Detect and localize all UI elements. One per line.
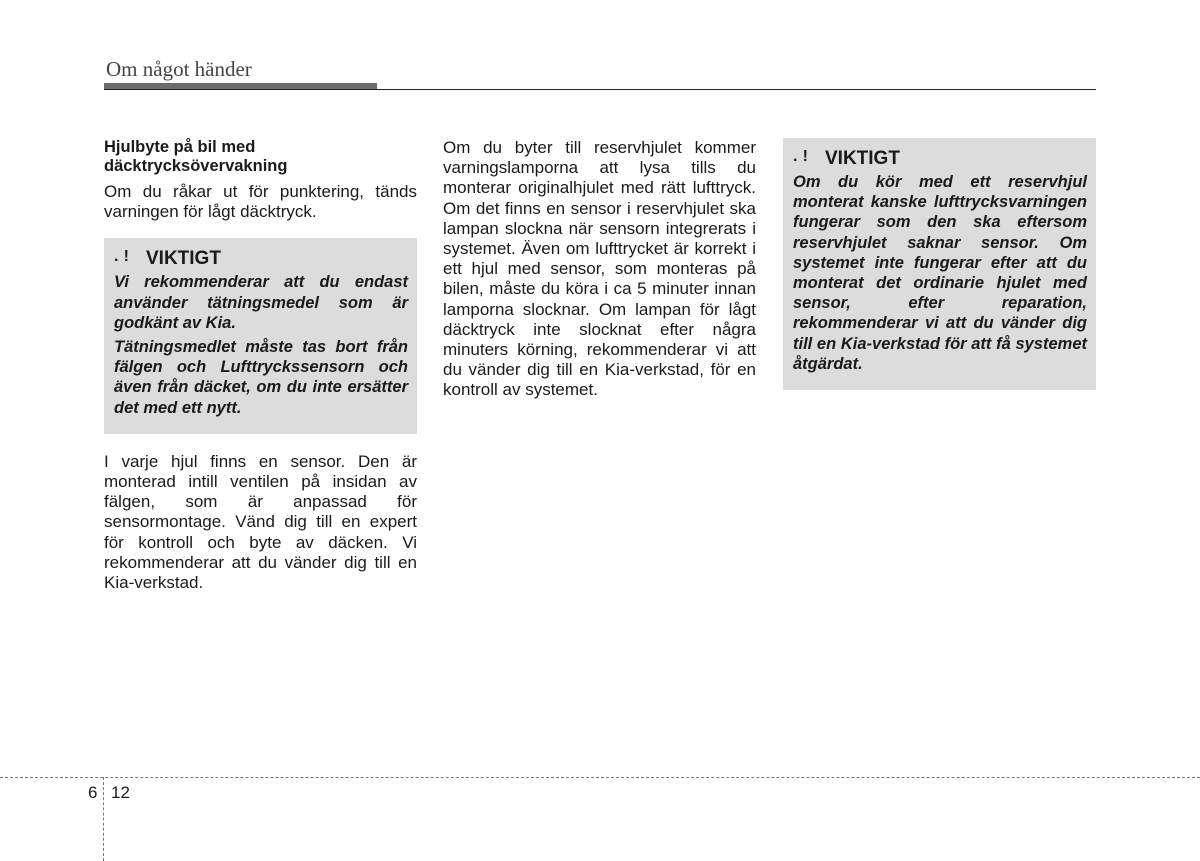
warning-icon: . ! xyxy=(793,148,809,165)
warning-paragraph: Tätningsmedlet måste tas bort från fälgen och Lufttryckssensorn och även från däcket, om du inte ersätter det med ett nytt. xyxy=(114,338,408,417)
column-1 xyxy=(104,138,417,593)
column-3 xyxy=(783,138,1096,390)
warning-header xyxy=(114,248,408,270)
footer-vertical-divider xyxy=(103,777,104,861)
warning-box-sealant xyxy=(104,238,417,433)
intro-paragraph: Om du råkar ut för punktering, tänds varningen för lågt däcktryck. xyxy=(104,182,417,222)
warning-title: VIKTIGT xyxy=(146,248,221,270)
footer-divider xyxy=(0,777,1200,778)
page-number: 12 xyxy=(111,783,130,802)
warning-box-spare-wheel xyxy=(783,138,1096,390)
sensor-paragraph: I varje hjul finns en sensor. Den är monterad intill ventilen på insidan av fälgen, som är anpassad för sensormontage. Vänd dig till en expert för kontroll och byte av däcken. Vi rekommenderar att du vänder dig till en Kia-verkstad. xyxy=(104,451,417,593)
subheading-wheel-change: Hjulbyte på bil med däcktrycksövervakning xyxy=(104,138,288,175)
section-title: Om något händer xyxy=(106,57,252,81)
chapter-number: 6 xyxy=(88,783,98,802)
spare-wheel-paragraph: Om du byter till reservhjulet kommer varningslamporna att lysa tills du monterar originalhjulet med rätt lufttryck. Om det finns en sensor i reservhjulet ska lampan slockna när sensorn integrerats i systemet. Även om lufttrycket är korrekt i ett hjul med sensor, som monteras på bilen, måste du köra i ca 5 minuter innan lamporna slocknar. Om lampan för lågt däcktryck inte slocknat efter några minuters körning, rekommenderar vi att du vänder dig till en Kia-verkstad, för en kontroll av systemet. xyxy=(443,138,756,400)
warning-title: VIKTIGT xyxy=(825,148,900,169)
header-rule xyxy=(104,89,1096,90)
column-2 xyxy=(443,138,756,401)
warning-header xyxy=(793,148,1087,170)
warning-paragraph: Vi rekommenderar att du endast använder tätningsmedel som är godkänt av Kia. xyxy=(114,273,408,332)
warning-paragraph: Om du kör med ett reservhjul monterat kanske lufttrycksvarningen fungerar som den ska eftersom reservhjulet saknar sensor. Om systemet inte fungerar efter att du monterat det ordinarie hjulet med sensor, efter reparation, rekommenderar vi att du vänder dig till en Kia-verkstad för att få systemet åtgärdat. xyxy=(793,173,1087,373)
warning-icon: . ! xyxy=(114,248,130,266)
